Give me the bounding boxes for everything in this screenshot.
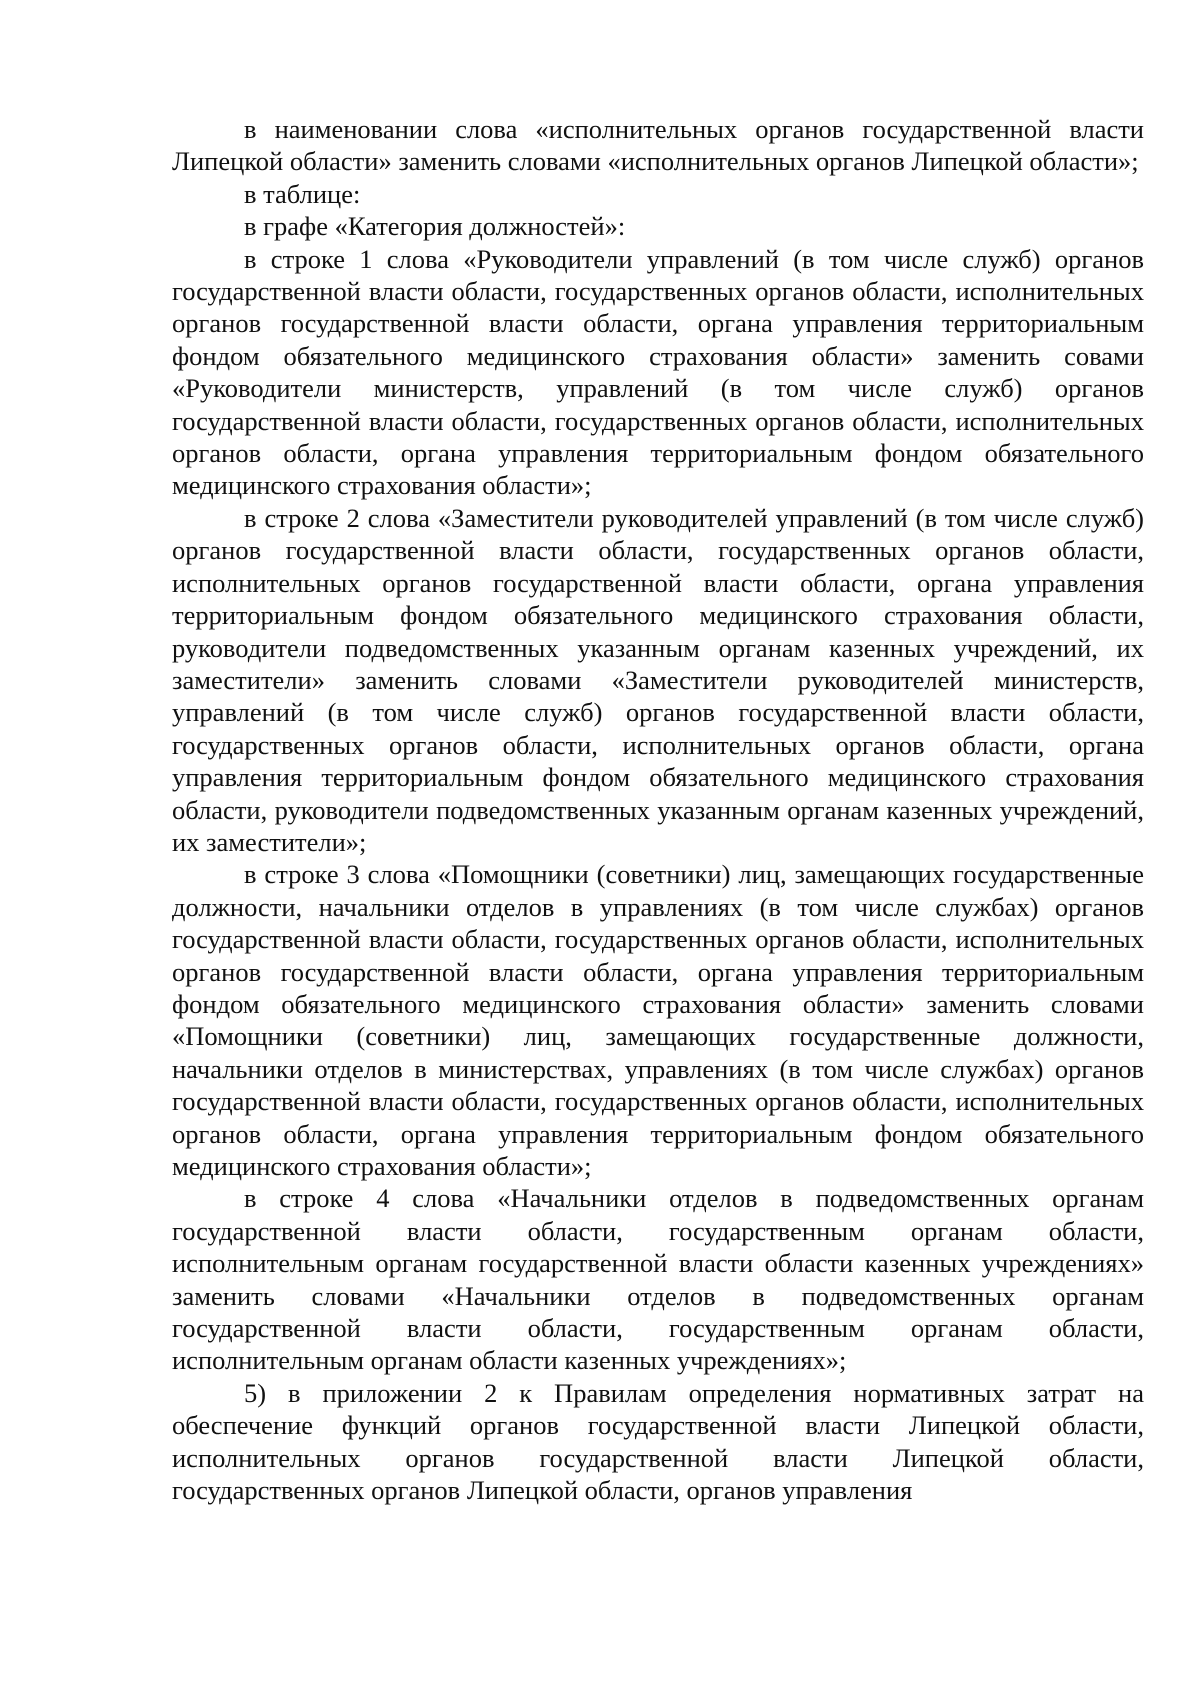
paragraph-item-5: 5) в приложении 2 к Правилам определения нормативных затрат на обеспечение функций органов государственной власти Липецкой области, исполнительных органов государственной власти Липецкой области, государственных органов Липецкой области, органов управления [172, 1377, 1144, 1506]
paragraph-title-replacement: в наименовании слова «исполнительных органов государственной власти Липецкой области» заменить словами «исполнительных органов Липецкой области»; [172, 114, 1144, 177]
document-page [172, 113, 1144, 1506]
paragraph-category-column: в графе «Категория должностей»: [244, 211, 626, 242]
paragraph-in-table: в таблице: [244, 178, 361, 209]
paragraph-row-3: в строке 3 слова «Помощники (советники) лиц, замещающих государственные должности, начальники отделов в управлениях (в том числе службах) органов государственной власти области, государственных органов области, исполнительных органов государственной власти области, органа управления территориальным фондом обязательного медицинского страхования области» заменить словами «Помощники (советники) лиц, замещающих государственные должности, начальники отделов в министерствах, управлениях (в том числе службах) органов государственной власти области, государственных органов области, исполнительных органов области, органа управления территориальным фондом обязательного медицинского страхования области»; [172, 859, 1144, 1181]
paragraph-row-1: в строке 1 слова «Руководители управлений (в том числе служб) органов государственной власти области, государственных органов области, исполнительных органов государственной власти области, органа управления территориальным фондом обязательного медицинского страхования области» заменить совами «Руководители министерств, управлений (в том числе служб) органов государственной власти области, государственных органов области, исполнительных органов области, органа управления территориальным фондом обязательного медицинского страхования области»; [172, 243, 1144, 501]
paragraph-row-2: в строке 2 слова «Заместители руководителей управлений (в том числе служб) органов государственной власти области, государственных органов области, исполнительных органов государственной власти области, органа управления территориальным фондом обязательного медицинского страхования области, руководители подведомственных указанным органам казенных учреждений, их заместители» заменить словами «Заместители руководителей министерств, управлений (в том числе служб) органов государственной власти области, государственных органов области, исполнительных органов области, органа управления территориальным фондом обязательного медицинского страхования области, руководители подведомственных указанным органам казенных учреждений, их заместители»; [172, 502, 1144, 857]
paragraph-row-4: в строке 4 слова «Начальники отделов в подведомственных органам государственной власти области, государственным органам области, исполнительным органам государственной власти области казенных учреждениях» заменить словами «Начальники отделов в подведомственных органам государственной власти области, государственным органам области, исполнительным органам области казенных учреждениях»; [172, 1183, 1144, 1376]
